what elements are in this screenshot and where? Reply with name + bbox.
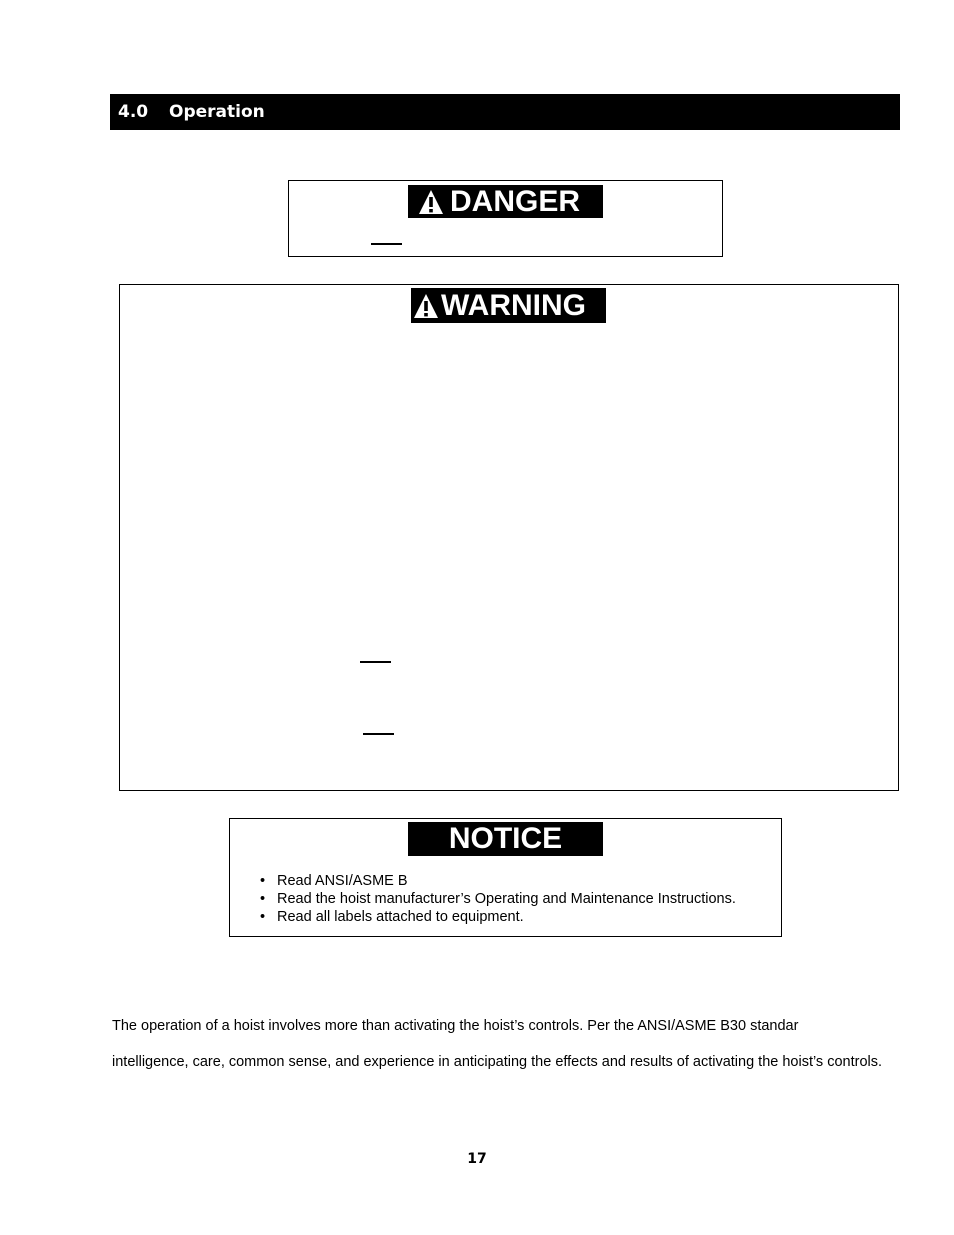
body-paragraph-line-1: The operation of a hoist involves more than activating the hoist’s controls. Per the ANSI/ASME B30 standar bbox=[112, 1018, 799, 1034]
notice-box bbox=[229, 818, 782, 937]
warning-box bbox=[119, 284, 899, 791]
underline-mark bbox=[360, 661, 391, 663]
underline-mark bbox=[371, 243, 402, 245]
warning-triangle-icon bbox=[418, 189, 444, 215]
list-item bbox=[258, 890, 736, 908]
list-item-text: Read all labels attached to equipment. bbox=[277, 909, 524, 925]
danger-label-text: DANGER bbox=[450, 184, 581, 218]
bullet: • bbox=[260, 891, 266, 907]
warning-triangle-icon bbox=[413, 293, 439, 319]
danger-box bbox=[288, 180, 723, 257]
warning-label-text: WARNING bbox=[441, 288, 586, 322]
page-number: 17 bbox=[467, 1151, 487, 1167]
danger-label bbox=[408, 185, 603, 218]
section-heading bbox=[110, 94, 900, 130]
warning-label bbox=[411, 288, 606, 323]
list-item-text: Read the hoist manufacturer’s Operating and Maintenance Instructions. bbox=[277, 891, 736, 907]
section-title: Operation bbox=[169, 102, 265, 122]
list-item-text: Read ANSI/ASME B bbox=[277, 873, 408, 889]
bullet: • bbox=[260, 873, 266, 889]
bullet: • bbox=[260, 909, 266, 925]
section-number: 4.0 bbox=[118, 102, 149, 122]
notice-label bbox=[408, 822, 603, 856]
list-item bbox=[258, 872, 736, 890]
underline-mark bbox=[363, 733, 394, 735]
list-item bbox=[258, 908, 736, 926]
body-paragraph-line-2: intelligence, care, common sense, and experience in anticipating the effects and results of activating the hoist’s controls. bbox=[112, 1054, 883, 1070]
notice-list bbox=[258, 872, 736, 926]
notice-label-text: NOTICE bbox=[448, 822, 563, 855]
